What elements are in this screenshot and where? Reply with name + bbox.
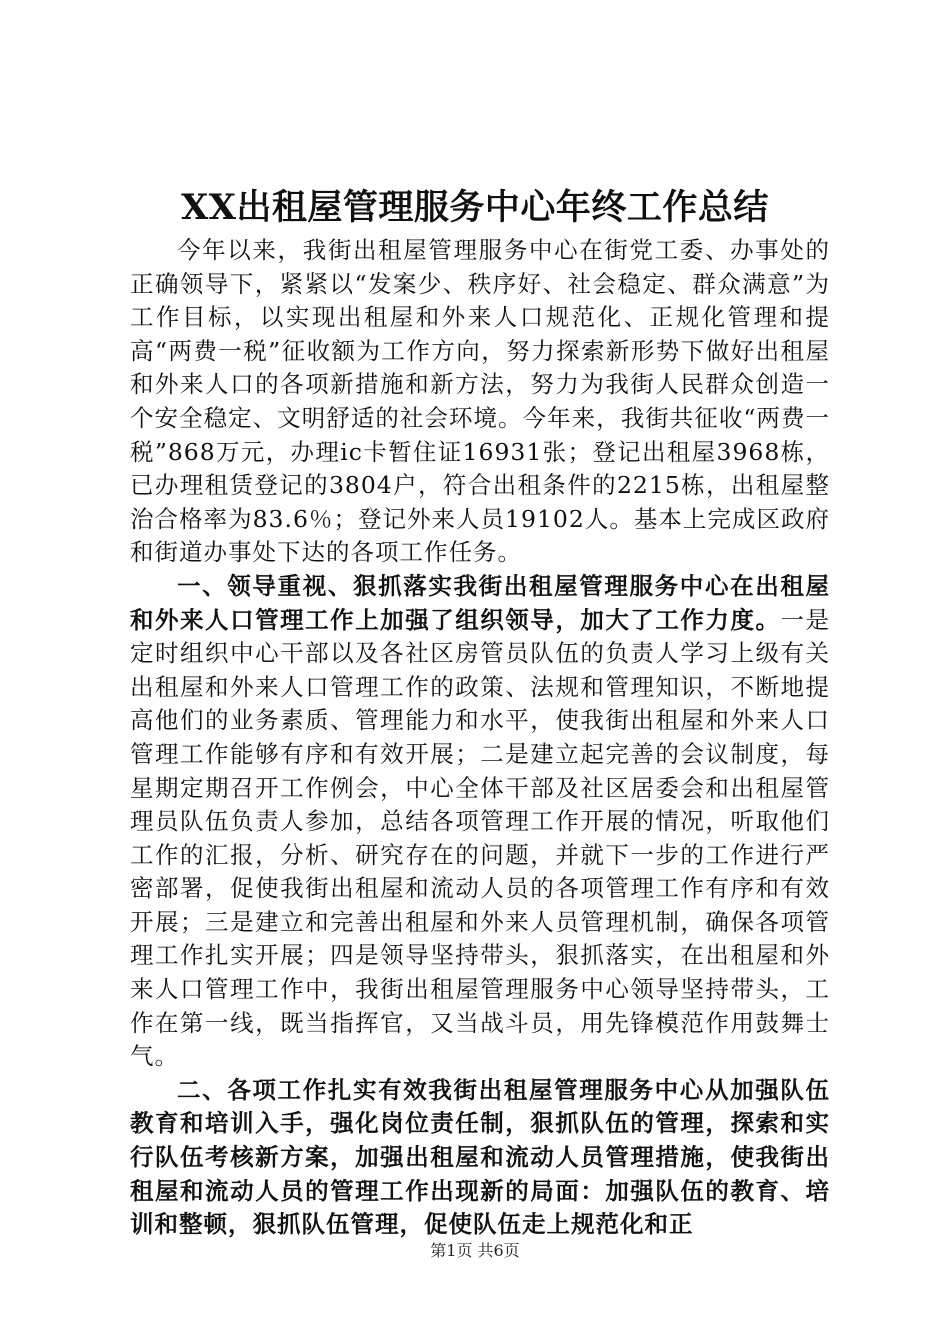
document-body	[130, 234, 830, 1242]
section-two-paragraph	[130, 1074, 830, 1242]
intro-paragraph: 今年以来，我街出租屋管理服务中心在街党工委、办事处的正确领导下，紧紧以“发案少、秩序好、社会稳定、群众满意”为工作目标，以实现出租屋和外来人口规范化、正规化管理和提高“两费一税”征收额为工作方向，努力探索新形势下做好出租屋和外来人口的各项新措施和新方法，努力为我街人民群众创造一个安全稳定、文明舒适的社会环境。今年来，我街共征收“两费一税”868万元，办理ic卡暂住证16931张；登记出租屋3968栋，已办理租赁登记的3804户，符合出租条件的2215栋，出租屋整治合格率为83.6％；登记外来人员19102人。基本上完成区政府和街道办事处下达的各项工作任务。	[130, 236, 830, 567]
page-footer: 第1页 共6页	[430, 1241, 520, 1260]
document-title: XX出租屋管理服务中心年终工作总结	[181, 187, 769, 228]
section-one-body: 一是定时组织中心干部以及各社区房管员队伍的负责人学习上级有关出租屋和外来人口管理工作的政策、法规和管理知识，不断地提高他们的业务素质、管理能力和水平，使我街出租屋和外来人口管理工作能够有序和有效开展；二是建立起完善的会议制度，每星期定期召开工作例会，中心全体干部及社区居委会和出租屋管理员队伍负责人参加，总结各项管理工作开展的情况，听取他们工作的汇报，分析、研究存在的问题，并就下一步的工作进行严密部署，促使我街出租屋和流动人员的各项管理工作有序和有效开展；三是建立和完善出租屋和外来人员管理机制，确保各项管理工作扎实开展；四是领导坚持带头，狠抓落实，在出租屋和外来人口管理工作中，我街出租屋管理服务中心领导坚持带头，工作在第一线，既当指挥官，又当战斗员，用先锋模范作用鼓舞士气。	[130, 605, 831, 1071]
section-one-heading: 一、领导重视、狠抓落实我街出租屋管理服务中心在出租屋和外来人口管理工作上加强了组织领导，加大了工作力度。	[130, 571, 830, 634]
section-one-paragraph	[130, 570, 830, 1074]
section-two-heading: 二、各项工作扎实有效我街出租屋管理服务中心从加强队伍教育和培训入手，强化岗位责任制，狠抓队伍的管理，探索和实行队伍考核新方案，加强出租屋和流动人员管理措施，使我街出租屋和流动人员的管理工作出现新的局面：加强队伍的教育、培训和整顿，狠抓队伍管理，促使队伍走上规范化和正	[130, 1075, 830, 1239]
